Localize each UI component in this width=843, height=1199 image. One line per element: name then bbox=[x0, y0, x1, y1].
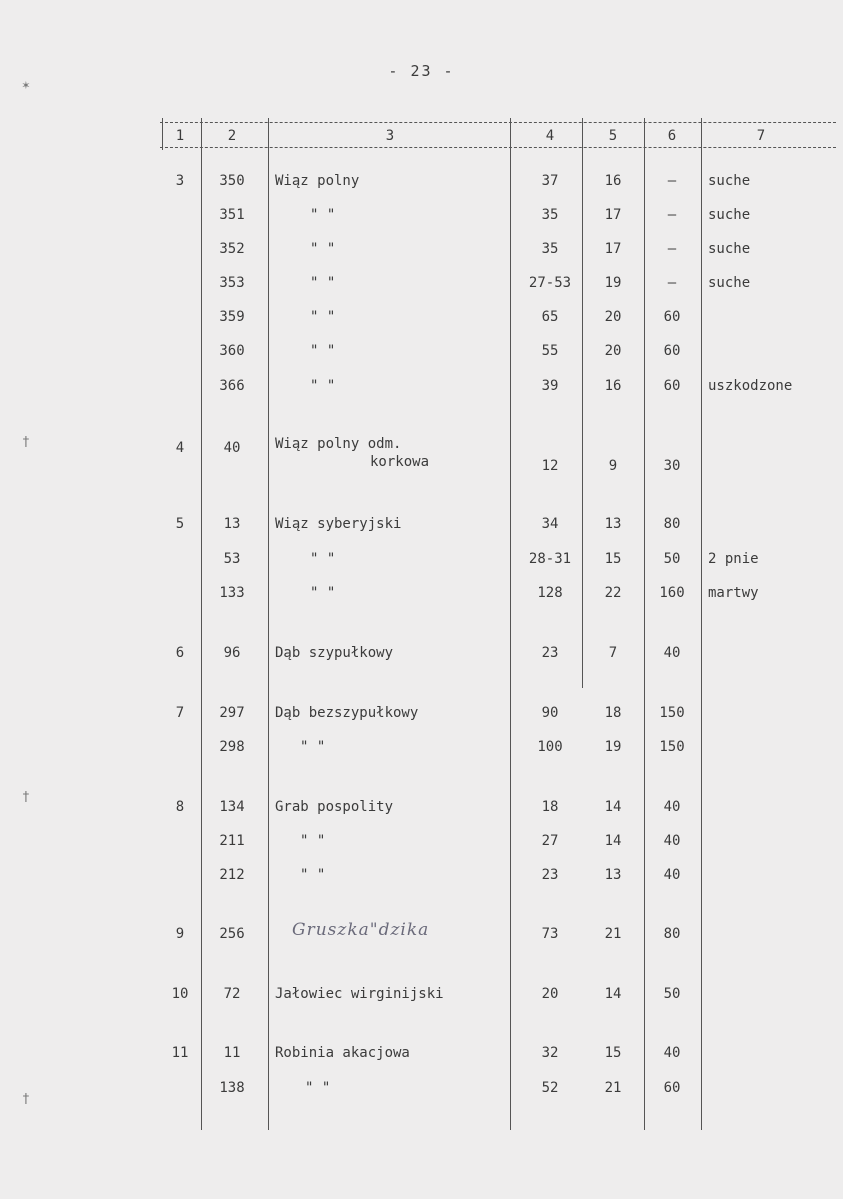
row-species-variety: korkowa bbox=[370, 454, 430, 470]
column-header-4: 4 bbox=[545, 128, 555, 144]
row-tree-number: 297 bbox=[219, 705, 245, 721]
row-species: Grab pospolity bbox=[275, 799, 394, 815]
row-species-ditto: " " bbox=[305, 1080, 331, 1096]
row-col5: 9 bbox=[608, 458, 618, 474]
column-divider bbox=[268, 118, 269, 1130]
header-top-rule bbox=[160, 122, 836, 123]
row-col5: 16 bbox=[604, 173, 622, 189]
row-remarks: suche bbox=[708, 173, 751, 189]
row-species-ditto: " " bbox=[310, 378, 336, 394]
row-col4: 23 bbox=[541, 867, 559, 883]
row-col5: 16 bbox=[604, 378, 622, 394]
row-col6: 150 bbox=[659, 739, 685, 755]
column-header-2: 2 bbox=[227, 128, 237, 144]
row-col4: 35 bbox=[541, 207, 559, 223]
row-lp: 3 bbox=[175, 173, 185, 189]
column-header-3: 3 bbox=[385, 128, 395, 144]
row-col6: 150 bbox=[659, 705, 685, 721]
row-col4: 20 bbox=[541, 986, 559, 1002]
row-col5: 20 bbox=[604, 343, 622, 359]
row-tree-number: 350 bbox=[219, 173, 245, 189]
row-col6: 80 bbox=[663, 926, 681, 942]
row-col5: 14 bbox=[604, 833, 622, 849]
row-col5: 21 bbox=[604, 926, 622, 942]
row-col6: 160 bbox=[659, 585, 685, 601]
row-species-handwritten: Gruszka"dzika bbox=[292, 920, 430, 940]
row-species-ditto: " " bbox=[310, 207, 336, 223]
row-species: Wiąz polny odm. bbox=[275, 436, 402, 452]
row-lp: 5 bbox=[175, 516, 185, 532]
row-remarks: martwy bbox=[708, 585, 759, 601]
punch-hole-mark: † bbox=[22, 1092, 30, 1107]
row-col4: 128 bbox=[537, 585, 563, 601]
row-col4: 35 bbox=[541, 241, 559, 257]
row-tree-number: 138 bbox=[219, 1080, 245, 1096]
row-tree-number: 40 bbox=[223, 440, 241, 456]
column-divider bbox=[201, 118, 202, 1130]
row-col4: 18 bbox=[541, 799, 559, 815]
row-col6: 60 bbox=[663, 378, 681, 394]
row-col6: 60 bbox=[663, 1080, 681, 1096]
row-tree-number: 360 bbox=[219, 343, 245, 359]
row-col5: 15 bbox=[604, 551, 622, 567]
row-remarks: uszkodzone bbox=[708, 378, 793, 394]
row-species: Jałowiec wirginijski bbox=[275, 986, 444, 1002]
row-tree-number: 352 bbox=[219, 241, 245, 257]
row-col6: 40 bbox=[663, 645, 681, 661]
row-species: Dąb bezszypułkowy bbox=[275, 705, 419, 721]
row-tree-number: 212 bbox=[219, 867, 245, 883]
row-col6: – bbox=[667, 207, 677, 223]
row-tree-number: 96 bbox=[223, 645, 241, 661]
row-col6: 30 bbox=[663, 458, 681, 474]
row-species-ditto: " " bbox=[310, 585, 336, 601]
row-col5: 17 bbox=[604, 207, 622, 223]
row-tree-number: 72 bbox=[223, 986, 241, 1002]
row-col4: 27 bbox=[541, 833, 559, 849]
row-tree-number: 134 bbox=[219, 799, 245, 815]
row-col5: 13 bbox=[604, 867, 622, 883]
row-tree-number: 359 bbox=[219, 309, 245, 325]
row-col5: 7 bbox=[608, 645, 618, 661]
column-header-7: 7 bbox=[756, 128, 766, 144]
row-remarks: 2 pnie bbox=[708, 551, 759, 567]
row-col6: – bbox=[667, 275, 677, 291]
row-col5: 18 bbox=[604, 705, 622, 721]
row-tree-number: 351 bbox=[219, 207, 245, 223]
punch-hole-mark: ✶ bbox=[22, 78, 30, 93]
row-lp: 8 bbox=[175, 799, 185, 815]
row-col6: – bbox=[667, 173, 677, 189]
row-col4: 100 bbox=[537, 739, 563, 755]
column-header-5: 5 bbox=[608, 128, 618, 144]
row-col6: 40 bbox=[663, 867, 681, 883]
row-lp: 6 bbox=[175, 645, 185, 661]
row-col5: 14 bbox=[604, 986, 622, 1002]
row-col4: 39 bbox=[541, 378, 559, 394]
row-tree-number: 13 bbox=[223, 516, 241, 532]
row-col4: 73 bbox=[541, 926, 559, 942]
row-species: Wiąz polny bbox=[275, 173, 360, 189]
row-col4: 27-53 bbox=[528, 275, 572, 291]
column-divider bbox=[582, 118, 583, 688]
row-col5: 22 bbox=[604, 585, 622, 601]
row-species-ditto: " " bbox=[300, 867, 326, 883]
row-remarks: suche bbox=[708, 275, 751, 291]
row-tree-number: 366 bbox=[219, 378, 245, 394]
row-col4: 12 bbox=[541, 458, 559, 474]
row-tree-number: 353 bbox=[219, 275, 245, 291]
row-col4: 55 bbox=[541, 343, 559, 359]
row-species-ditto: " " bbox=[310, 275, 336, 291]
row-col4: 65 bbox=[541, 309, 559, 325]
row-species-ditto: " " bbox=[310, 343, 336, 359]
row-col5: 17 bbox=[604, 241, 622, 257]
row-col5: 19 bbox=[604, 739, 622, 755]
header-bottom-rule bbox=[160, 147, 836, 148]
punch-hole-mark: † bbox=[22, 790, 30, 805]
row-species-ditto: " " bbox=[310, 551, 336, 567]
row-col6: 40 bbox=[663, 833, 681, 849]
row-lp: 4 bbox=[175, 440, 185, 456]
row-col5: 15 bbox=[604, 1045, 622, 1061]
row-species-ditto: " " bbox=[300, 739, 326, 755]
row-tree-number: 133 bbox=[219, 585, 245, 601]
row-col6: 60 bbox=[663, 343, 681, 359]
page-number: - 23 - bbox=[388, 62, 455, 80]
punch-hole-mark: † bbox=[22, 435, 30, 450]
column-divider bbox=[701, 118, 702, 1130]
row-col4: 52 bbox=[541, 1080, 559, 1096]
row-species: Robinia akacjowa bbox=[275, 1045, 410, 1061]
row-species-ditto: " " bbox=[310, 241, 336, 257]
column-divider bbox=[510, 118, 511, 1130]
row-col6: 60 bbox=[663, 309, 681, 325]
row-species: Wiąz syberyjski bbox=[275, 516, 402, 532]
row-col4: 28-31 bbox=[528, 551, 572, 567]
column-header-1: 1 bbox=[175, 128, 185, 144]
row-col4: 37 bbox=[541, 173, 559, 189]
row-species-ditto: " " bbox=[310, 309, 336, 325]
row-col4: 23 bbox=[541, 645, 559, 661]
row-tree-number: 211 bbox=[219, 833, 245, 849]
row-col5: 19 bbox=[604, 275, 622, 291]
row-col4: 34 bbox=[541, 516, 559, 532]
row-tree-number: 298 bbox=[219, 739, 245, 755]
row-col6: 40 bbox=[663, 1045, 681, 1061]
row-lp: 11 bbox=[171, 1045, 189, 1061]
row-col6: 40 bbox=[663, 799, 681, 815]
row-col4: 32 bbox=[541, 1045, 559, 1061]
row-lp: 7 bbox=[175, 705, 185, 721]
column-header-6: 6 bbox=[667, 128, 677, 144]
row-lp: 9 bbox=[175, 926, 185, 942]
row-tree-number: 256 bbox=[219, 926, 245, 942]
row-tree-number: 53 bbox=[223, 551, 241, 567]
row-col5: 13 bbox=[604, 516, 622, 532]
row-remarks: suche bbox=[708, 207, 751, 223]
row-col5: 20 bbox=[604, 309, 622, 325]
row-col6: 50 bbox=[663, 551, 681, 567]
row-col5: 21 bbox=[604, 1080, 622, 1096]
row-col6: – bbox=[667, 241, 677, 257]
row-col5: 14 bbox=[604, 799, 622, 815]
row-lp: 10 bbox=[171, 986, 189, 1002]
row-tree-number: 11 bbox=[223, 1045, 241, 1061]
row-col6: 80 bbox=[663, 516, 681, 532]
row-col6: 50 bbox=[663, 986, 681, 1002]
tree-inventory-table bbox=[160, 118, 838, 1133]
column-divider bbox=[644, 118, 645, 1130]
row-species-ditto: " " bbox=[300, 833, 326, 849]
row-species: Dąb szypułkowy bbox=[275, 645, 394, 661]
row-col4: 90 bbox=[541, 705, 559, 721]
row-remarks: suche bbox=[708, 241, 751, 257]
